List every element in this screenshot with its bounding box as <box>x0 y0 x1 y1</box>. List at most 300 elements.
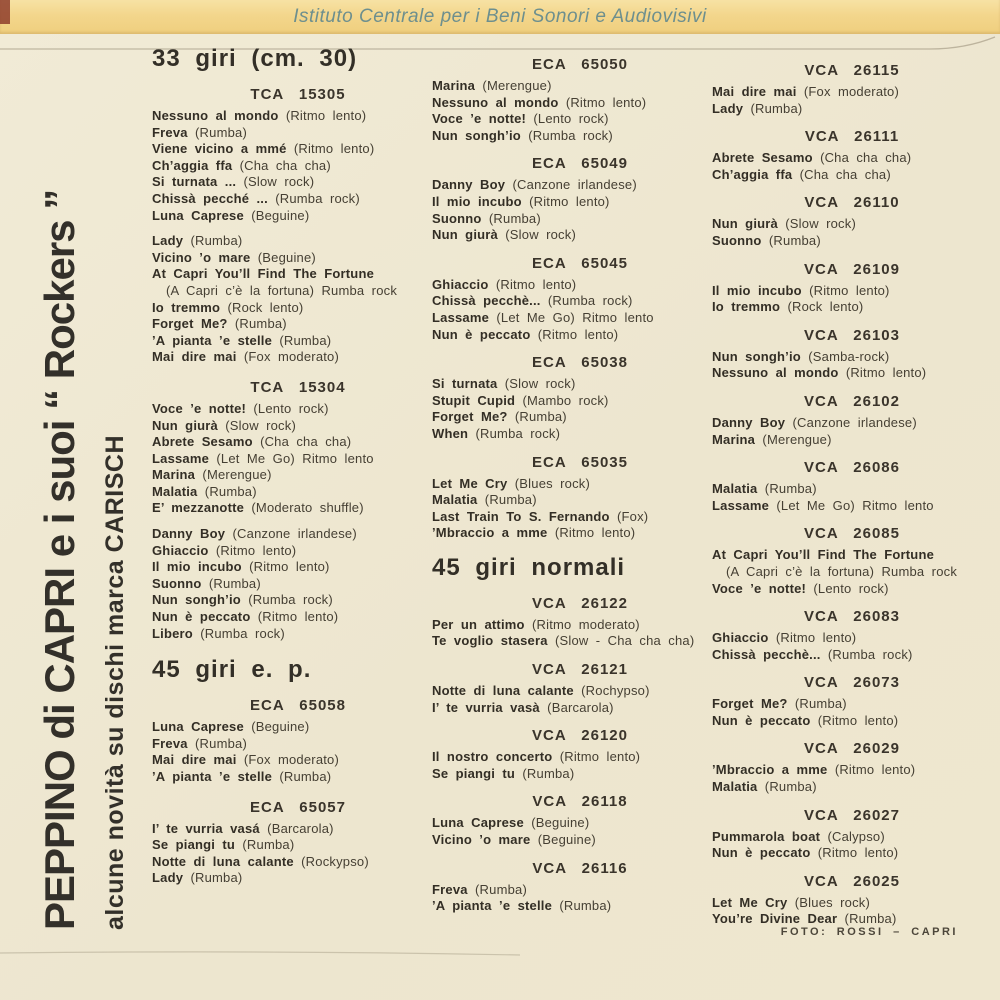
song-line <box>432 293 728 310</box>
song-line <box>152 266 444 283</box>
song-line <box>712 415 992 432</box>
catalog-number: TCA 15305 <box>250 86 346 103</box>
catalog-number: VCA 26110 <box>804 194 900 212</box>
song-line <box>152 609 444 626</box>
song-genre: (Moderato shuffle) <box>251 500 364 516</box>
song-title: Viene vicino a mmé <box>152 141 287 157</box>
song-genre: (Merengue) <box>762 431 832 447</box>
song-genre: (Rumba) <box>488 210 541 226</box>
song-genre: (Cha cha cha) <box>820 150 912 166</box>
catalog-number: ECA 65050 <box>532 56 628 73</box>
song-genre: (Slow rock) <box>504 376 576 392</box>
song-title: Ghiaccio <box>152 542 209 558</box>
song-line <box>152 434 444 451</box>
catalog-number: VCA 26109 <box>804 260 900 278</box>
song-line <box>152 719 444 736</box>
song-title: Notte di luna calante <box>432 683 574 699</box>
song-title: Last Train To S. Fernando <box>432 508 610 524</box>
song-line <box>712 84 992 101</box>
song-line <box>712 299 992 316</box>
song-genre: (Rumba) <box>190 870 243 886</box>
catalog-number: VCA 26115 <box>804 62 900 79</box>
song-title: Libero <box>152 625 193 641</box>
song-title: Danny Boy <box>152 526 226 542</box>
catalog-number: VCA 26025 <box>804 872 900 890</box>
song-genre: (Blues rock) <box>514 475 591 491</box>
song-title: At Capri You’ll Find The Fortune <box>152 266 375 282</box>
song-line <box>432 393 728 410</box>
song-line <box>712 647 992 664</box>
catalog-vca-26085 <box>712 525 992 597</box>
song-title: Chissà pecchè... <box>712 646 821 662</box>
song-line <box>712 216 992 233</box>
song-title: Suonno <box>432 210 482 226</box>
song-line <box>432 898 728 915</box>
song-title: Chissà pecché ... <box>152 190 268 206</box>
song-genre: (Rumba) <box>514 409 567 425</box>
song-title: Nun è peccato <box>712 845 811 861</box>
song-line <box>152 158 444 175</box>
song-genre: (Barcarola) <box>267 820 334 836</box>
song-line <box>152 854 444 871</box>
song-genre: (Let Me Go) Ritmo lento <box>776 497 934 513</box>
song-line <box>712 547 992 564</box>
song-title: Nun songh’io <box>432 127 521 143</box>
song-line <box>712 845 992 862</box>
catalog-vca-26102 <box>712 393 992 448</box>
catalog-vca-26109 <box>712 261 992 316</box>
song-title: Nun è peccato <box>432 326 531 342</box>
song-line <box>152 526 444 543</box>
song-line <box>712 498 992 515</box>
song-genre: (Ritmo moderato) <box>531 616 640 632</box>
song-line <box>432 376 728 393</box>
song-title: Te voglio stasera <box>432 633 548 649</box>
song-line <box>712 779 992 796</box>
song-line <box>712 150 992 167</box>
song-title: Luna Caprese <box>152 719 244 735</box>
catalog-eca-65050 <box>432 56 728 144</box>
song-genre: (Ritmo lento) <box>817 712 899 728</box>
song-line <box>432 700 728 717</box>
catalog-number: TCA 15304 <box>250 378 346 396</box>
catalog-vca-26029 <box>712 740 992 795</box>
section-heading: 45 giri e. p. <box>152 656 312 684</box>
catalog-number: ECA 65035 <box>532 453 628 471</box>
song-genre: (Fox) <box>616 508 649 524</box>
song-continuation: (A Capri c’è la fortuna) Rumba rock <box>726 563 958 579</box>
song-title: Lady <box>152 870 184 886</box>
song-genre: (Cha cha cha) <box>260 434 352 450</box>
song-genre: (Lento rock) <box>533 111 609 127</box>
song-title: ’Mbraccio a mme <box>712 762 828 778</box>
song-genre: (Ritmo lento) <box>775 630 857 646</box>
song-title: Danny Boy <box>432 177 506 193</box>
song-title: Forget Me? <box>152 316 228 332</box>
song-genre: (Rumba) <box>794 696 847 712</box>
song-title: I’ te vurria vasá <box>152 820 260 836</box>
catalog-vca-26027 <box>712 807 992 862</box>
song-line <box>152 191 444 208</box>
song-title: Se piangi tu <box>432 765 516 781</box>
song-title: Abrete Sesamo <box>152 434 253 450</box>
catalog-eca-65035 <box>432 454 728 542</box>
song-title: Chissà pecchè... <box>432 293 541 309</box>
song-genre: (Rock lento) <box>227 299 304 315</box>
song-genre: (Rumba) <box>190 233 243 249</box>
song-title: Il mio incubo <box>432 193 522 209</box>
catalog-number: VCA 26111 <box>804 128 900 146</box>
song-title: Voce ’e notte! <box>152 400 247 416</box>
song-line <box>712 696 992 713</box>
song-line <box>152 467 444 484</box>
song-genre: (Mambo rock) <box>522 392 609 408</box>
catalog-vca-26025 <box>712 873 992 928</box>
song-genre: (Canzone irlandese) <box>232 526 357 542</box>
song-genre: (Merengue) <box>482 78 552 93</box>
catalog-vca-26115 <box>712 62 992 117</box>
song-title: Freva <box>152 735 188 751</box>
song-title: Lassame <box>152 450 210 466</box>
listing-column-left <box>152 44 444 900</box>
song-line <box>152 333 444 350</box>
song-genre: (Rumba rock) <box>547 293 633 309</box>
song-title: Nun giurà <box>432 227 498 243</box>
catalog-number: VCA 26102 <box>804 392 900 410</box>
song-genre: (Ritmo lento) <box>809 282 890 298</box>
catalog-number: VCA 26027 <box>804 806 900 824</box>
song-title: Malatia <box>712 481 758 497</box>
catalog-eca-65058 <box>152 697 444 785</box>
song-title: Let Me Cry <box>432 475 508 491</box>
song-genre: (Rumba) <box>475 881 527 897</box>
song-genre: (Rumba) <box>195 124 247 140</box>
song-genre: (Fox moderato) <box>243 752 340 768</box>
song-title: Let Me Cry <box>712 894 788 910</box>
song-genre: (Slow rock) <box>785 216 856 232</box>
catalog-number: VCA 26085 <box>804 525 900 543</box>
song-genre: (Cha cha cha) <box>799 166 891 182</box>
song-title: Marina <box>432 78 476 93</box>
song-title: Mai dire mai <box>152 752 237 768</box>
song-genre: (Let Me Go) Ritmo lento <box>216 450 374 466</box>
song-title: Io tremmo <box>152 299 221 315</box>
catalog-vca-26110 <box>712 194 992 249</box>
song-genre: (Rumba) <box>844 911 897 927</box>
song-line <box>152 125 444 142</box>
song-genre: (Samba-rock) <box>808 348 890 364</box>
catalog-vca-26073 <box>712 674 992 729</box>
song-genre: (Rumba) <box>484 492 537 508</box>
song-line <box>432 128 728 145</box>
catalog-vca-26120 <box>432 727 728 782</box>
song-title: Notte di luna calante <box>152 853 294 869</box>
song-line <box>432 525 728 542</box>
song-title: E’ mezzanotte <box>152 500 245 516</box>
catalog-number: ECA 65057 <box>250 798 346 816</box>
song-genre: (Rumba) <box>764 481 817 497</box>
song-line <box>432 194 728 211</box>
song-title: Ghiaccio <box>432 276 489 292</box>
song-genre: (Beguine) <box>537 832 596 848</box>
song-line <box>152 592 444 609</box>
song-title: Ch’aggia ffa <box>152 157 233 173</box>
catalog-eca-65049 <box>432 155 728 243</box>
song-line <box>432 111 728 128</box>
song-genre: (Rockypso) <box>301 853 369 869</box>
catalog-number: VCA 26116 <box>532 859 628 877</box>
song-title: Marina <box>152 467 196 483</box>
song-genre: (Beguine) <box>257 249 316 265</box>
song-line <box>432 617 728 634</box>
catalog-number: VCA 26121 <box>532 661 628 679</box>
song-line <box>432 426 728 443</box>
song-line <box>712 349 992 366</box>
song-title: Luna Caprese <box>432 815 524 831</box>
song-title: Nessuno al mondo <box>152 108 279 123</box>
song-title: Voce ’e notte! <box>712 580 807 596</box>
song-line <box>152 401 444 418</box>
song-genre: (Rumba) <box>242 837 295 853</box>
song-title: When <box>432 425 469 441</box>
song-title: Suonno <box>152 575 202 591</box>
song-genre: (Ritmo lento) <box>559 749 641 765</box>
catalog-tca-15305 <box>152 86 444 366</box>
song-genre: (Cha cha cha) <box>239 157 331 173</box>
song-title: Per un attimo <box>432 616 525 632</box>
song-title: Il mio incubo <box>712 282 802 298</box>
song-line <box>152 250 444 267</box>
song-genre: (Blues rock) <box>794 894 871 910</box>
song-title: ’A pianta ’e stelle <box>432 898 553 914</box>
song-title: Freva <box>152 124 188 140</box>
song-line <box>152 769 444 786</box>
archive-banner-text: Istituto Centrale per i Beni Sonori e Audiovisivi <box>293 6 707 27</box>
song-line <box>432 509 728 526</box>
song-line <box>152 821 444 838</box>
section-heading: 33 giri (cm. 30) <box>152 45 358 72</box>
song-line <box>712 283 992 300</box>
section-heading: 45 giri normali <box>432 553 626 581</box>
catalog-vca-26111 <box>712 128 992 183</box>
spine-tagline: alcune novità su dischi marca CARISCH <box>101 434 129 930</box>
song-line <box>432 211 728 228</box>
song-line <box>432 766 728 783</box>
song-title: Forget Me? <box>712 696 788 712</box>
song-genre: (Slow rock) <box>243 174 315 190</box>
song-genre: (Rumba) <box>204 483 257 499</box>
song-title: Nun è peccato <box>152 609 251 625</box>
catalog-number: ECA 65038 <box>532 354 628 372</box>
song-genre: (Ritmo lento) <box>554 525 636 541</box>
song-line <box>152 500 444 517</box>
song-title: Io tremmo <box>712 299 781 315</box>
catalog-number: VCA 26073 <box>804 674 900 692</box>
song-genre: (Merengue) <box>202 467 272 483</box>
song-line <box>432 832 728 849</box>
song-genre: (Rumba) <box>559 898 612 914</box>
song-line <box>432 409 728 426</box>
song-title: Se piangi tu <box>152 837 236 853</box>
song-title: Il mio incubo <box>152 559 242 575</box>
song-title: Nun songh’io <box>712 348 801 364</box>
song-genre: (Rock lento) <box>787 299 864 315</box>
catalog-number: VCA 26083 <box>804 608 900 626</box>
song-line <box>152 576 444 593</box>
song-title: Il nostro concerto <box>432 749 553 765</box>
song-genre: (Canzone irlandese) <box>792 414 917 430</box>
song-line <box>152 141 444 158</box>
catalog-eca-65038 <box>432 354 728 442</box>
song-line <box>712 167 992 184</box>
photo-credit: FOTO: ROSSI – CAPRI <box>780 926 958 938</box>
catalog-number: ECA 65058 <box>250 697 346 715</box>
song-line <box>152 233 444 250</box>
song-title: Luna Caprese <box>152 207 244 223</box>
song-genre: (Rochypso) <box>581 683 650 699</box>
song-line <box>432 310 728 327</box>
song-line <box>712 630 992 647</box>
song-title: Forget Me? <box>432 409 508 425</box>
song-line <box>432 177 728 194</box>
song-line <box>712 829 992 846</box>
song-title: Lady <box>152 233 184 249</box>
song-title: Ghiaccio <box>712 630 769 646</box>
song-title: You’re Divine Dear <box>712 911 838 927</box>
song-genre: (Ritmo lento) <box>565 94 647 110</box>
song-genre: (Ritmo lento) <box>845 365 927 381</box>
song-genre: (Rumba) <box>234 316 287 332</box>
song-genre: (Fox moderato) <box>803 84 900 99</box>
catalog-tca-15304 <box>152 379 444 642</box>
listing-column-middle <box>432 50 728 926</box>
song-title: Nun giurà <box>712 216 778 232</box>
song-line <box>152 108 444 125</box>
song-line <box>152 752 444 769</box>
song-line <box>152 484 444 501</box>
song-genre: (Rumba rock) <box>248 592 333 608</box>
song-genre: (Fox moderato) <box>243 349 340 365</box>
song-line <box>152 174 444 191</box>
song-title: At Capri You’ll Find The Fortune <box>712 547 935 563</box>
song-title: Lassame <box>712 497 770 513</box>
song-genre: (Lento rock) <box>253 400 329 416</box>
song-title: Suonno <box>712 232 762 248</box>
catalog-number: VCA 26029 <box>804 740 900 758</box>
catalog-eca-65045 <box>432 255 728 343</box>
song-line <box>712 895 992 912</box>
song-genre: (Ritmo lento) <box>834 762 916 778</box>
song-title: Mai dire mai <box>152 349 237 365</box>
song-line <box>432 815 728 832</box>
song-title: Malatia <box>712 779 758 795</box>
song-title: Pummarola boat <box>712 828 821 844</box>
song-genre: (Ritmo lento) <box>215 542 297 558</box>
song-genre: (Rumba) <box>195 735 247 751</box>
song-line <box>712 581 992 598</box>
catalog-number: VCA 26086 <box>804 459 900 477</box>
song-title: ’A pianta ’e stelle <box>152 769 273 784</box>
song-genre: (Beguine) <box>531 815 590 831</box>
song-line <box>432 95 728 112</box>
song-genre: (Ritmo lento) <box>529 193 610 209</box>
song-title: Vicino ’o mare <box>152 249 251 265</box>
song-line <box>712 481 992 498</box>
song-line <box>152 559 444 576</box>
catalog-vca-26116 <box>432 860 728 915</box>
song-title: Nun giurà <box>152 417 218 433</box>
song-line <box>712 101 992 118</box>
song-genre: (Rumba) <box>208 575 261 591</box>
song-genre: (Canzone irlandese) <box>512 177 637 193</box>
catalog-vca-26118 <box>432 793 728 848</box>
song-title: Ch’aggia ffa <box>712 166 793 182</box>
song-title: Voce ’e notte! <box>432 111 527 127</box>
song-line <box>152 316 444 333</box>
song-title: Stupit Cupid <box>432 392 516 408</box>
song-line <box>152 349 444 366</box>
catalog-vca-26122 <box>432 595 728 650</box>
song-genre: (Slow - Cha cha cha) <box>554 633 695 649</box>
song-line <box>152 418 444 435</box>
song-title: Freva <box>432 881 468 897</box>
song-genre: (Rumba) <box>764 779 817 795</box>
song-title: Lassame <box>432 309 490 325</box>
song-line <box>432 633 728 650</box>
song-continuation: (A Capri c’è la fortuna) Rumba rock <box>166 282 398 298</box>
song-genre: (Ritmo lento) <box>293 141 375 157</box>
song-genre: (Beguine) <box>251 719 310 735</box>
song-line <box>152 626 444 643</box>
song-line <box>432 78 728 95</box>
song-title: Nessuno al mondo <box>432 94 559 110</box>
song-line <box>152 543 444 560</box>
song-genre: (Rumba) <box>750 100 803 116</box>
song-genre: (Slow rock) <box>225 417 296 433</box>
listing-column-right <box>712 50 992 939</box>
song-line <box>432 277 728 294</box>
catalog-number: ECA 65045 <box>532 254 628 272</box>
song-line <box>152 451 444 468</box>
song-genre: (Beguine) <box>251 207 310 223</box>
song-title: Mai dire mai <box>712 84 797 99</box>
song-genre: (Rumba rock) <box>200 625 285 641</box>
song-line <box>152 300 444 317</box>
song-genre: (Barcarola) <box>547 699 614 715</box>
song-title: ’Mbraccio a mme <box>432 525 548 541</box>
song-genre: (Lento rock) <box>813 580 889 596</box>
song-title: I’ te vurria vasà <box>432 699 540 715</box>
corner-mark <box>0 0 10 24</box>
song-line <box>152 736 444 753</box>
song-line <box>432 683 728 700</box>
song-title: Nun è peccato <box>712 712 811 728</box>
archive-banner <box>0 0 1000 34</box>
song-title: Abrete Sesamo <box>712 150 813 166</box>
catalog-vca-26121 <box>432 661 728 716</box>
song-title: Malatia <box>152 483 198 499</box>
song-line <box>432 492 728 509</box>
catalog-vca-26083 <box>712 608 992 663</box>
catalog-number: ECA 65049 <box>532 155 628 173</box>
song-genre: (Calypso) <box>827 828 885 844</box>
song-genre: (Rumba rock) <box>475 425 561 441</box>
catalog-vca-26086 <box>712 459 992 514</box>
song-genre: (Rumba) <box>279 769 332 784</box>
song-title: Marina <box>712 431 756 447</box>
song-genre: (Rumba rock) <box>528 127 613 143</box>
song-line <box>712 233 992 250</box>
